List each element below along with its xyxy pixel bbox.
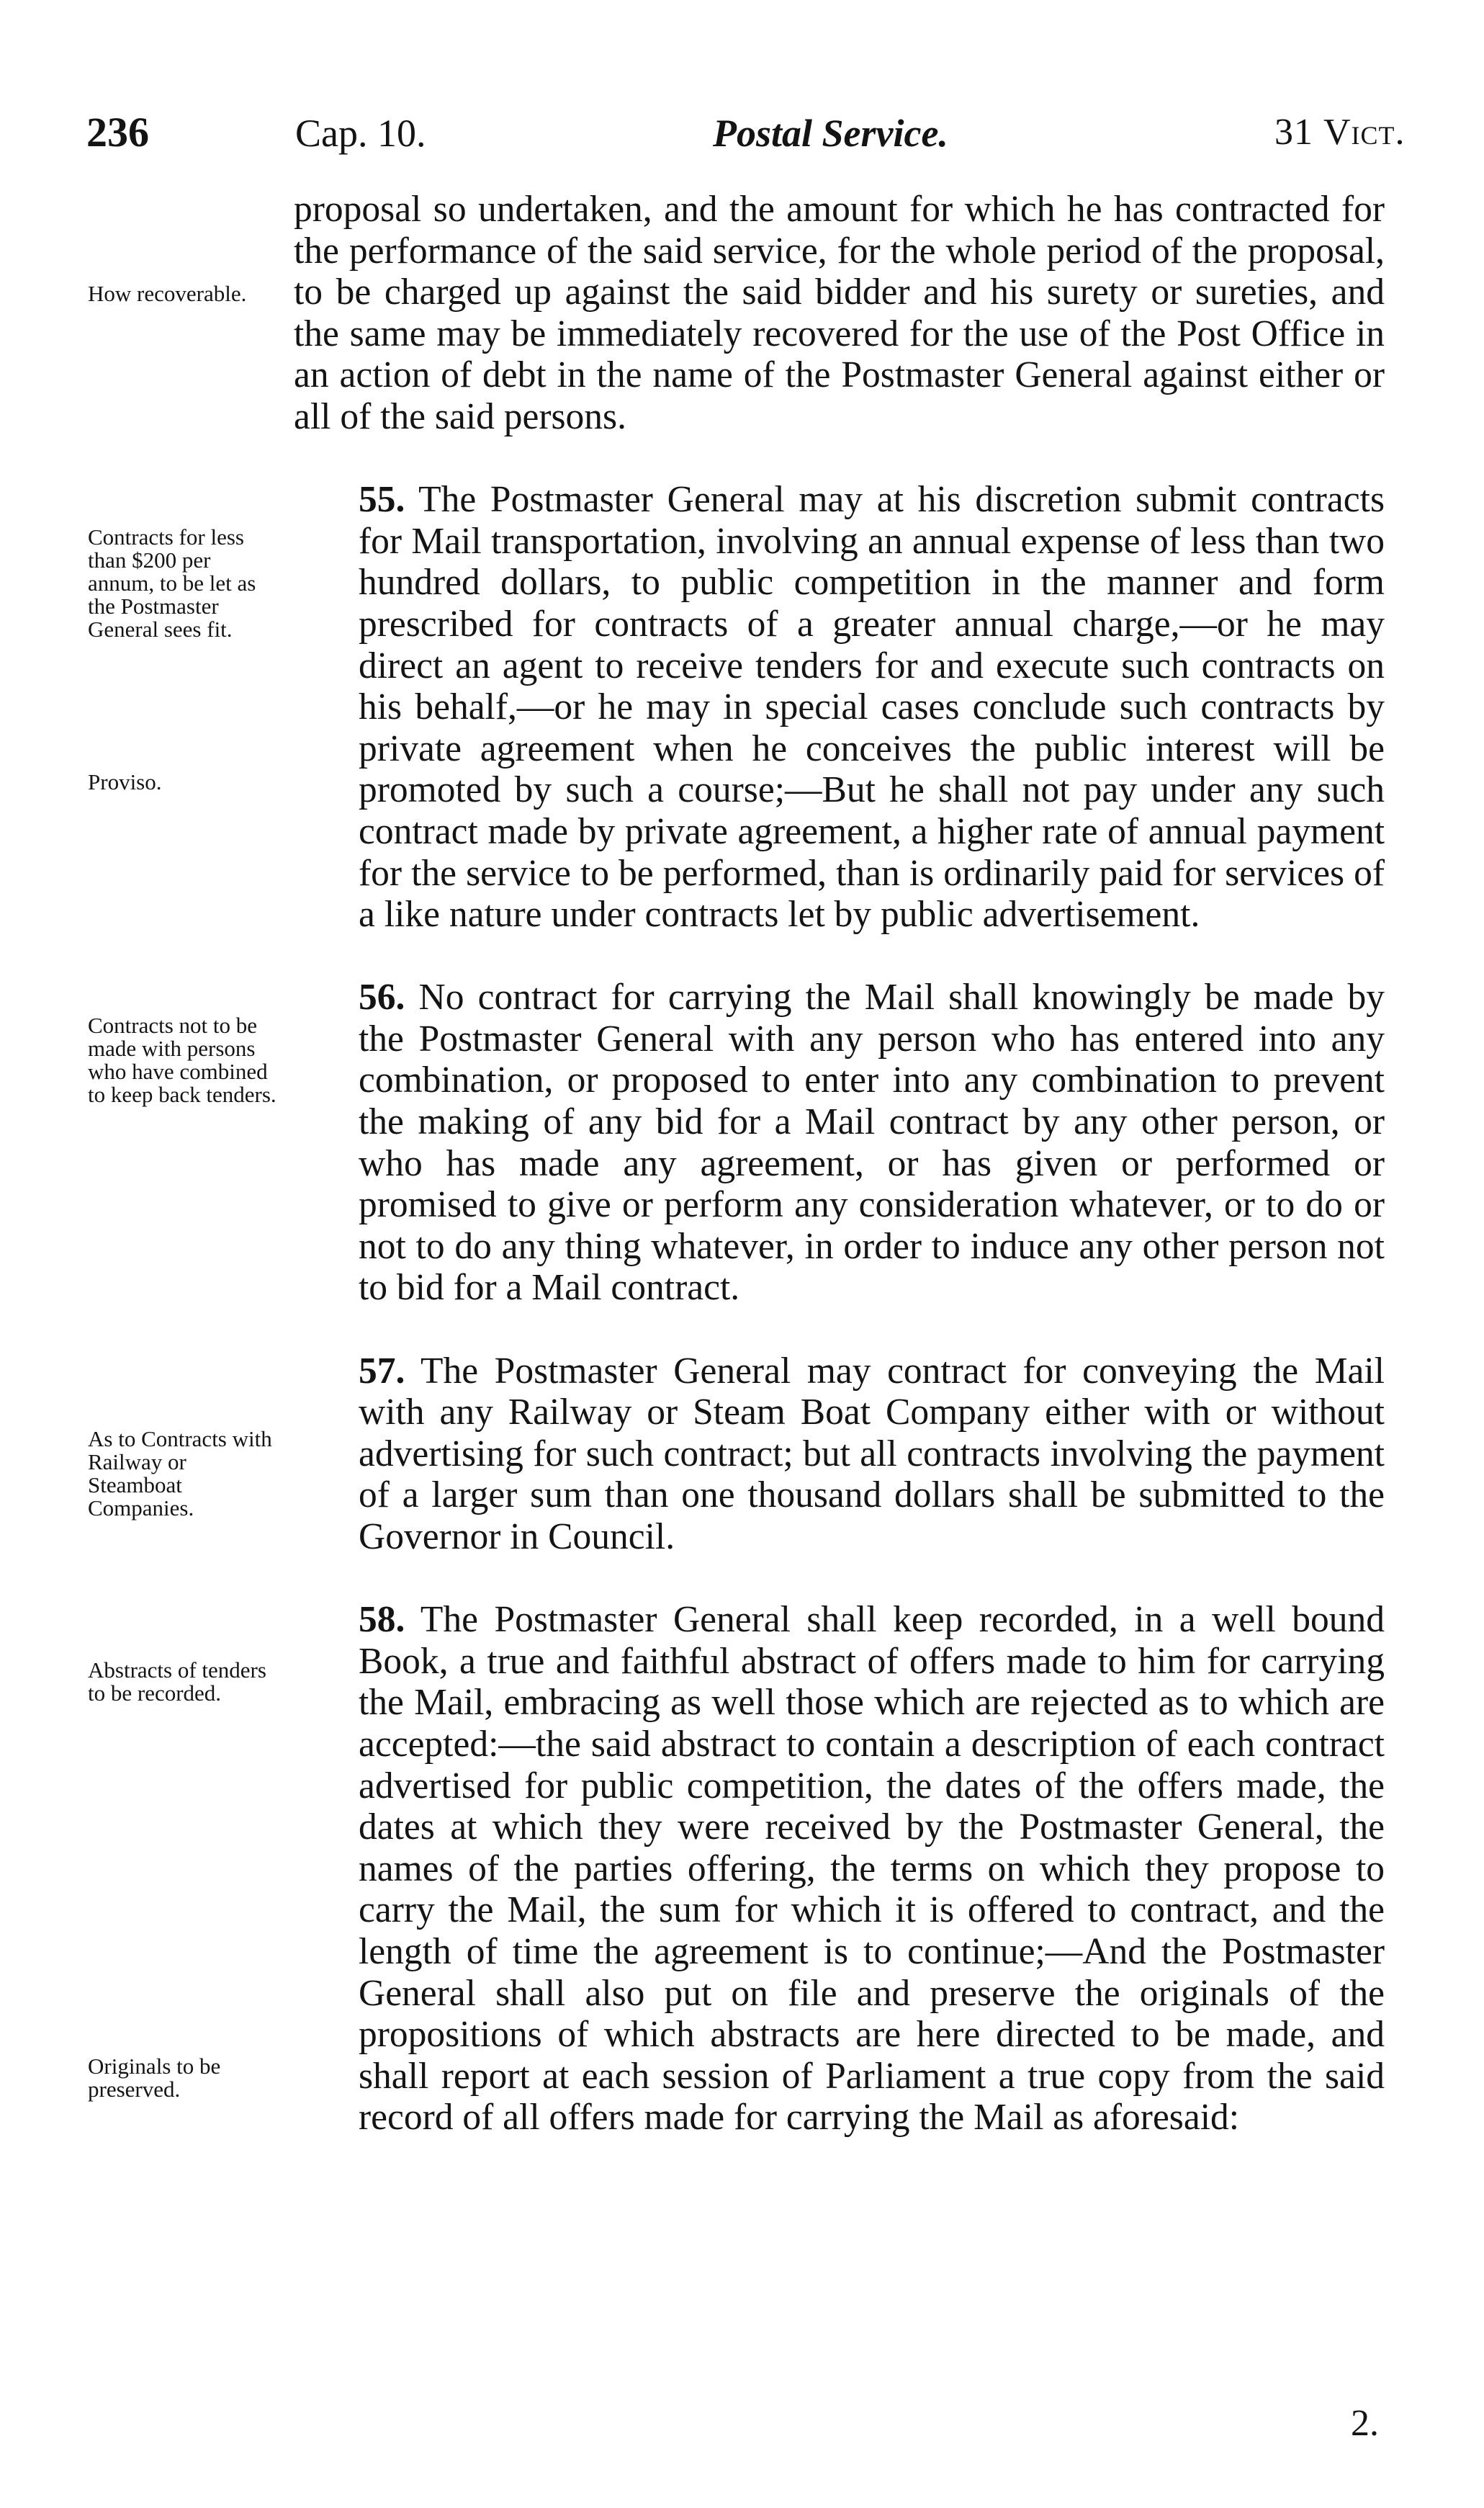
section-56 bbox=[294, 977, 1385, 1309]
paragraph-continuation bbox=[294, 189, 1385, 438]
body-text bbox=[294, 189, 1385, 2138]
margin-notes bbox=[88, 0, 282, 2508]
section-text: The Postmaster General may contract for conveying the Mail with any Railway or Steam Boat Company either with or without advertising for such contract; but all contracts involving the payment of a larger sum than one thousand dollars shall be submitted to the Governor in Council. bbox=[359, 1350, 1385, 1557]
section-number: 56. bbox=[359, 977, 405, 1018]
regnal-year bbox=[1274, 111, 1406, 153]
margin-note-railway-companies: As to Contracts with Railway or Steamboat Companies. bbox=[88, 1426, 272, 1521]
margin-note-proviso: Proviso. bbox=[88, 769, 162, 794]
regnal-year-number: 31 bbox=[1274, 112, 1313, 153]
section-57 bbox=[294, 1351, 1385, 1558]
section-55 bbox=[294, 479, 1385, 936]
margin-note-originals-preserved: Originals to be preserved. bbox=[88, 2054, 221, 2102]
margin-note-abstracts-recorded: Abstracts of tenders to be recorded. bbox=[88, 1657, 266, 1706]
margin-note-combined-persons: Contracts not to be made with persons who have combined to keep back tenders. bbox=[88, 1013, 276, 1107]
regnal-year-word: Vict. bbox=[1323, 112, 1406, 153]
section-text: No contract for carrying the Mail shall knowingly be made by the Postmaster General with any person who has entered into any combination, or proposed to enter into any combination to prevent the making of any bid for a Mail contract by any other person, or who has made any agreement, or has given or performed or promised to give or perform any consideration whatever, or to do or not to do any thing whatever, in order to induce any other person not to bid for a Mail contract. bbox=[359, 977, 1385, 1309]
section-text: The Postmaster General may at his discretion submit contracts for Mail transportation, involving an annual expense of less than two hundred dollars, to public competition in the manner and form prescribed for contracts of a greater annual charge,—or he may direct an agent to receive tenders for and execute such contracts on his behalf,—or he may in special cases conclude such contracts by private agreement when he conceives the public interest will be promoted by such a course;—But he shall not pay under any such contract made by private agreement, a higher rate of annual payment for the service to be performed, than is ordinarily paid for services of a like nature under contracts let by public advertisement. bbox=[359, 479, 1385, 936]
running-title: Postal Service. bbox=[713, 112, 948, 155]
section-text: The Postmaster General shall keep recorded, in a well bound Book, a true and faithful abstract of offers made to him for carrying the Mail, embracing as well those which are rejected as to which are accepted:—the said abstract to contain a description of each contract advertised for public competition, the dates of the offers made, the dates at which they were received by the Postmaster General, the names of the parties offering, the terms on which they propose to carry the Mail, the sum for which it is offered to contract, and the length of time the agreement is to continue;—And the Postmaster General shall also put on file and preserve the originals of the propositions of which abstracts are here directed to be made, and shall report at each session of Parliament a true copy from the said record of all offers made for carrying the Mail as aforesaid: bbox=[359, 1599, 1385, 2138]
margin-note-contracts-under-200: Contracts for less than $200 per annum, to be let as the Postmaster General sees fit. bbox=[88, 524, 256, 642]
margin-note-recoverable: How recoverable. bbox=[88, 281, 247, 306]
page-number: 236 bbox=[86, 109, 149, 156]
section-number: 58. bbox=[359, 1599, 405, 1641]
paragraph-text: proposal so undertaken, and the amount for which he has contracted for the performance of the said service, for the whole period of the proposal, to be charged up against the said bidder and his surety or sureties, and the same may be immediately recovered for the use of the Post Office in an action of debt in the name of the Postmaster General against either or all of the said persons. bbox=[294, 189, 1385, 437]
section-58 bbox=[294, 1599, 1385, 2138]
chapter-label: Cap. 10. bbox=[295, 112, 426, 155]
section-number: 57. bbox=[359, 1350, 405, 1392]
catchword: 2. bbox=[1351, 2403, 1379, 2444]
section-number: 55. bbox=[359, 479, 405, 521]
